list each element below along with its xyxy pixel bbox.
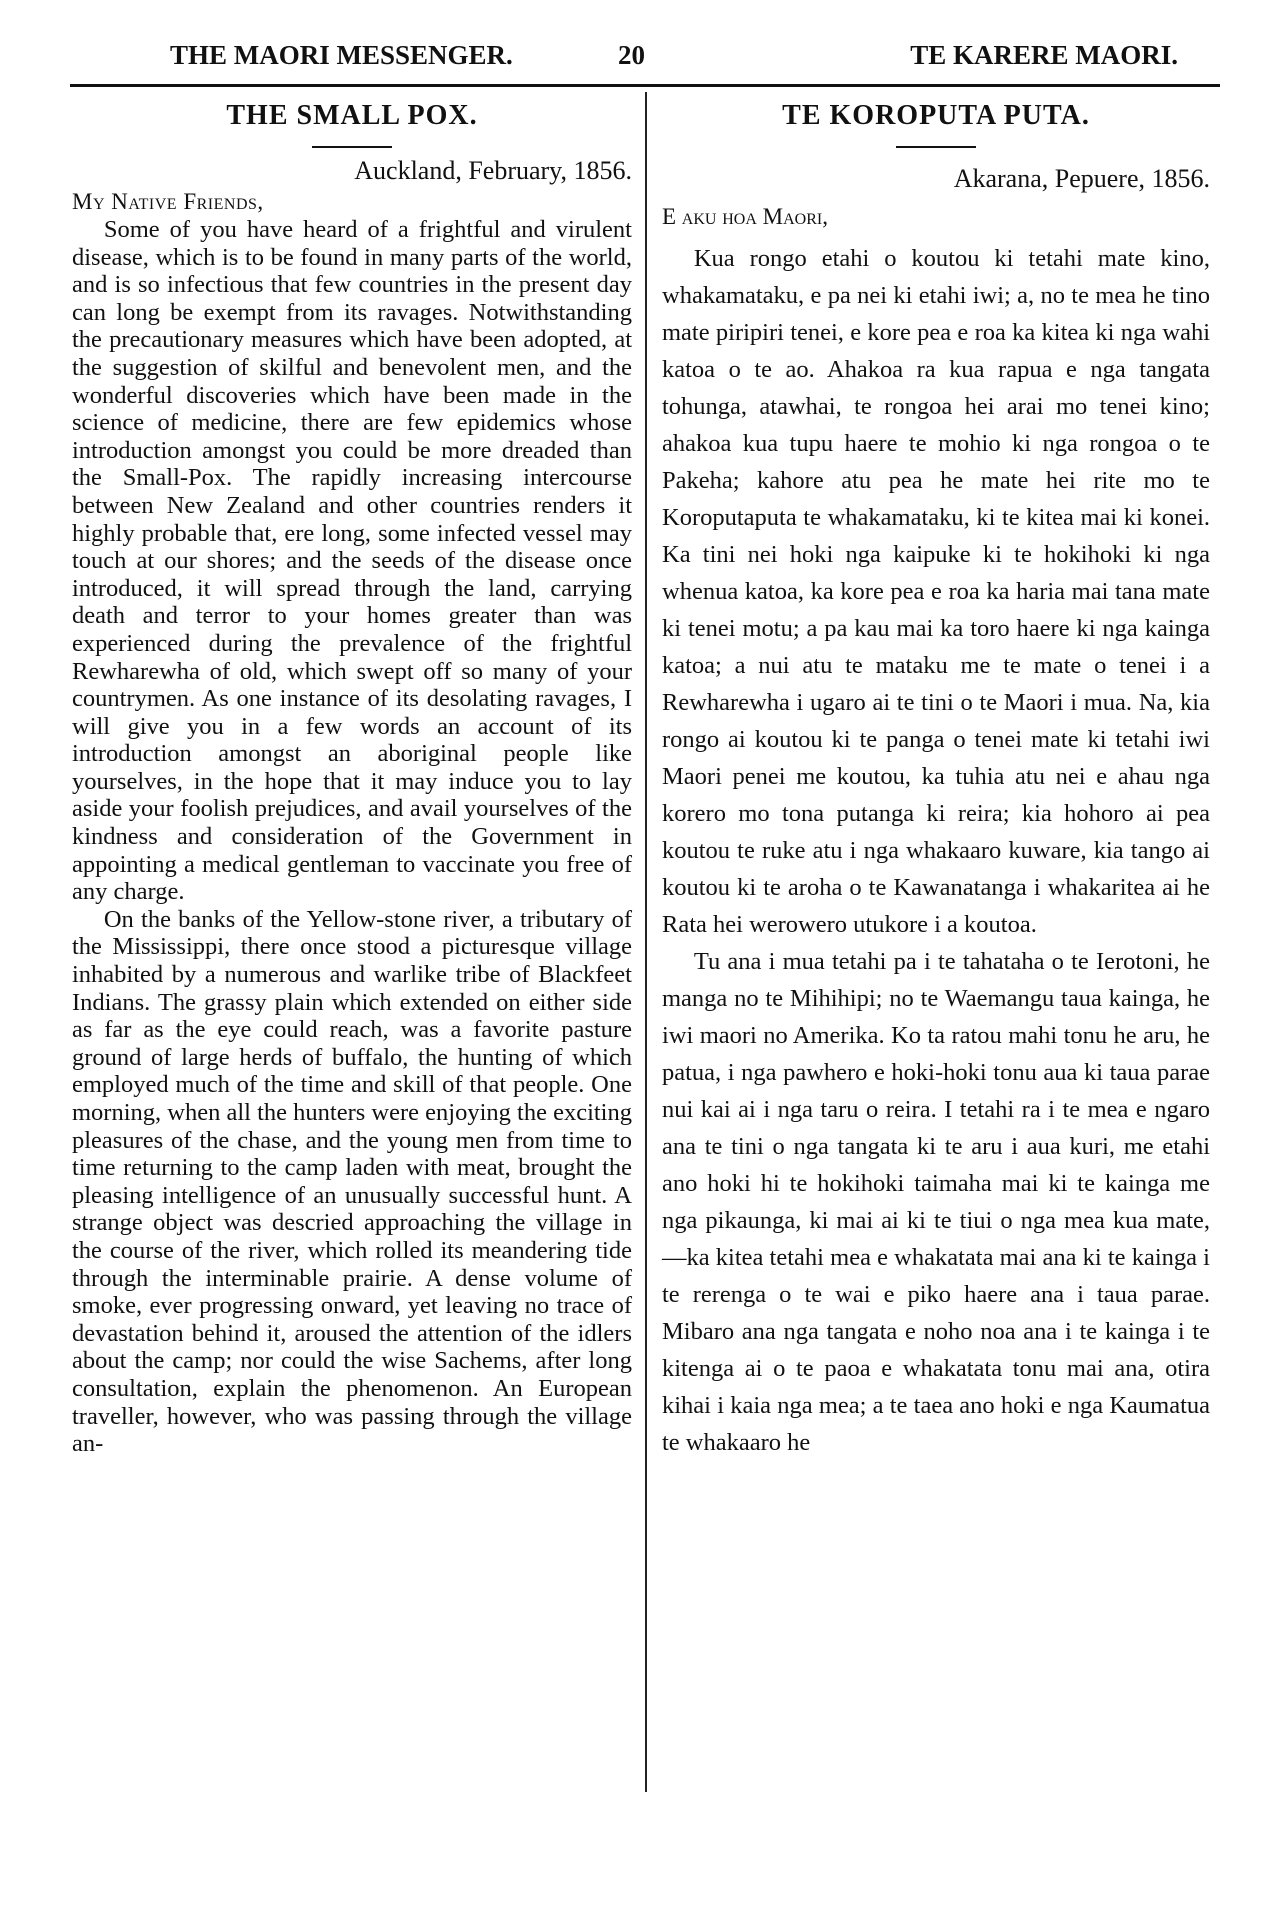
english-salutation: My Native Friends, [72, 189, 264, 214]
maori-dateline: Akarana, Pepuere, 1856. [953, 164, 1210, 193]
header-maori-title: TE KARERE MAORI. [910, 40, 1178, 70]
english-dateline: Auckland, February, 1856. [354, 156, 632, 185]
page-number: 20 [618, 40, 645, 70]
english-column [72, 96, 632, 1458]
header-english-title: THE MAORI MESSENGER. [170, 40, 513, 70]
english-paragraph-1: Some of you have heard of a frightful and virulent disease, which is to be found in many parts of the world, and is so infectious that few countries in the present day can long be exempt from its ravages. Notwithstanding the precautionary measures which have been adopted, at the suggestion of skilful and benevolent men, and the wonderful discoveries which have been made in the science of medicine, there are few epidemics whose introduction amongst you could be more dreaded than the Small-Pox. The rapidly increasing intercourse between New Zealand and other countries renders it highly probable that, ere long, some infected vessel may touch at our shores; and the seeds of the disease once introduced, it will spread through the land, carrying death and terror to your homes greater than was experienced during the prevalence of the frightful Rewharewha of old, which swept off so many of your countrymen. As one instance of its desolating ravages, I will give you in a few words an account of its introduction amongst an aboriginal people like yourselves, in the hope that it may induce you to lay aside your foolish prejudices, and avail yourselves of the kindness and consideration of the Government in appointing a medical gentleman to vaccinate you free of any charge. [72, 216, 632, 906]
title-rule [312, 146, 392, 148]
english-paragraph-2: On the banks of the Yellow-stone river, a tributary of the Mississippi, there once stood a picturesque village inhabited by a numerous and warlike tribe of Blackfeet Indians. The grassy plain which extended on either side as far as the eye could reach, was a favorite pasture ground of large herds of buffalo, the hunting of which employed much of the time and skill of that people. One morning, when all the hunters were enjoying the exciting pleasures of the chase, and the young men from time to time returning to the camp laden with meat, brought the pleasing intelligence of an unusually successful hunt. A strange object was descried approaching the village in the course of the river, which rolled its meandering tide through the interminable prairie. A dense volume of smoke, ever progressing onward, yet leaving no trace of devastation behind it, aroused the attention of the idlers about the camp; nor could the wise Sachems, after long consultation, explain the phenomenon. An European traveller, however, who was passing through the village an- [72, 905, 632, 1458]
page-header [70, 40, 1220, 80]
maori-article-title: TE KOROPUTA PUTA. [782, 100, 1090, 131]
header-rule [70, 84, 1220, 87]
maori-salutation: E aku hoa Maori, [662, 204, 828, 229]
title-rule [896, 146, 976, 148]
english-article-title: THE SMALL POX. [226, 100, 478, 131]
column-divider [645, 92, 647, 1792]
maori-column [662, 96, 1210, 1461]
maori-paragraph-1: Kua rongo etahi o koutou ki tetahi mate kino, whakamataku, e pa nei ki etahi iwi; a, no te mea he tino mate piripiri tenei, e kore pea e roa ka kitea ki nga wahi katoa o te ao. Ahakoa ra kua rapua e nga tangata tohunga, atawhai, te rongoa hei arai mo tenei kino; ahakoa kua tupu haere te mohio ki nga rongoa o te Pakeha; kahore atu pea he mate hei rite mo te Koroputaputa te whakamataku, ki te kitea mai ki konei. Ka tini nei hoki nga kaipuke ki te hokihoki ki nga whenua katoa, ka kore pea e roa ka haria mai tana mate ki tenei motu; a pa kau mai ka toro haere ki nga kainga katoa; a nui atu te mataku me te mate o tenei i a Rewharewha i ugaro ai te tini o te Maori i mua. Na, kia rongo ai koutou ki te panga o tenei mate ki tetahi iwi Maori penei me koutou, ka tuhia atu nei e ahau nga korero mo tona putanga ki reira; kia hohoro ai pea koutou te ruke atu i nga whakaaro kuware, kia tango ai koutou ki te aroha o te Kawanatanga i whakaritea ai he Rata hei werowero utukore i a koutoa. [662, 245, 1210, 938]
maori-paragraph-2: Tu ana i mua tetahi pa i te tahataha o te Ierotoni, he manga no te Mihihipi; no te Waemangu taua kainga, he iwi maori no Amerika. Ko ta ratou mahi tonu he aru, he patua, i nga pawhero e hoki-hoki tonu aua ki taua parae nui kai ai i nga taru o reira. I tetahi ra i te mea e ngaro ana te tini o nga tangata ki te aru i aua kuri, me etahi ano hoki hi te hokihoki taimaha mai ki te kainga me nga pikaunga, ki mai ai ki te tiui o nga mea kua mate,—ka kitea tetahi mea e whakatata mai ana ki te kainga i te rerenga o te wai e piko haere ana i taua parae. Mibaro ana nga tangata e noho noa ana i te kainga i te kitenga ai o te paoa e whakatata tonu mai ana, otira kihai i kaia nga mea; a te taea ano hoki e nga Kaumatua te whakaaro he [662, 948, 1210, 1456]
